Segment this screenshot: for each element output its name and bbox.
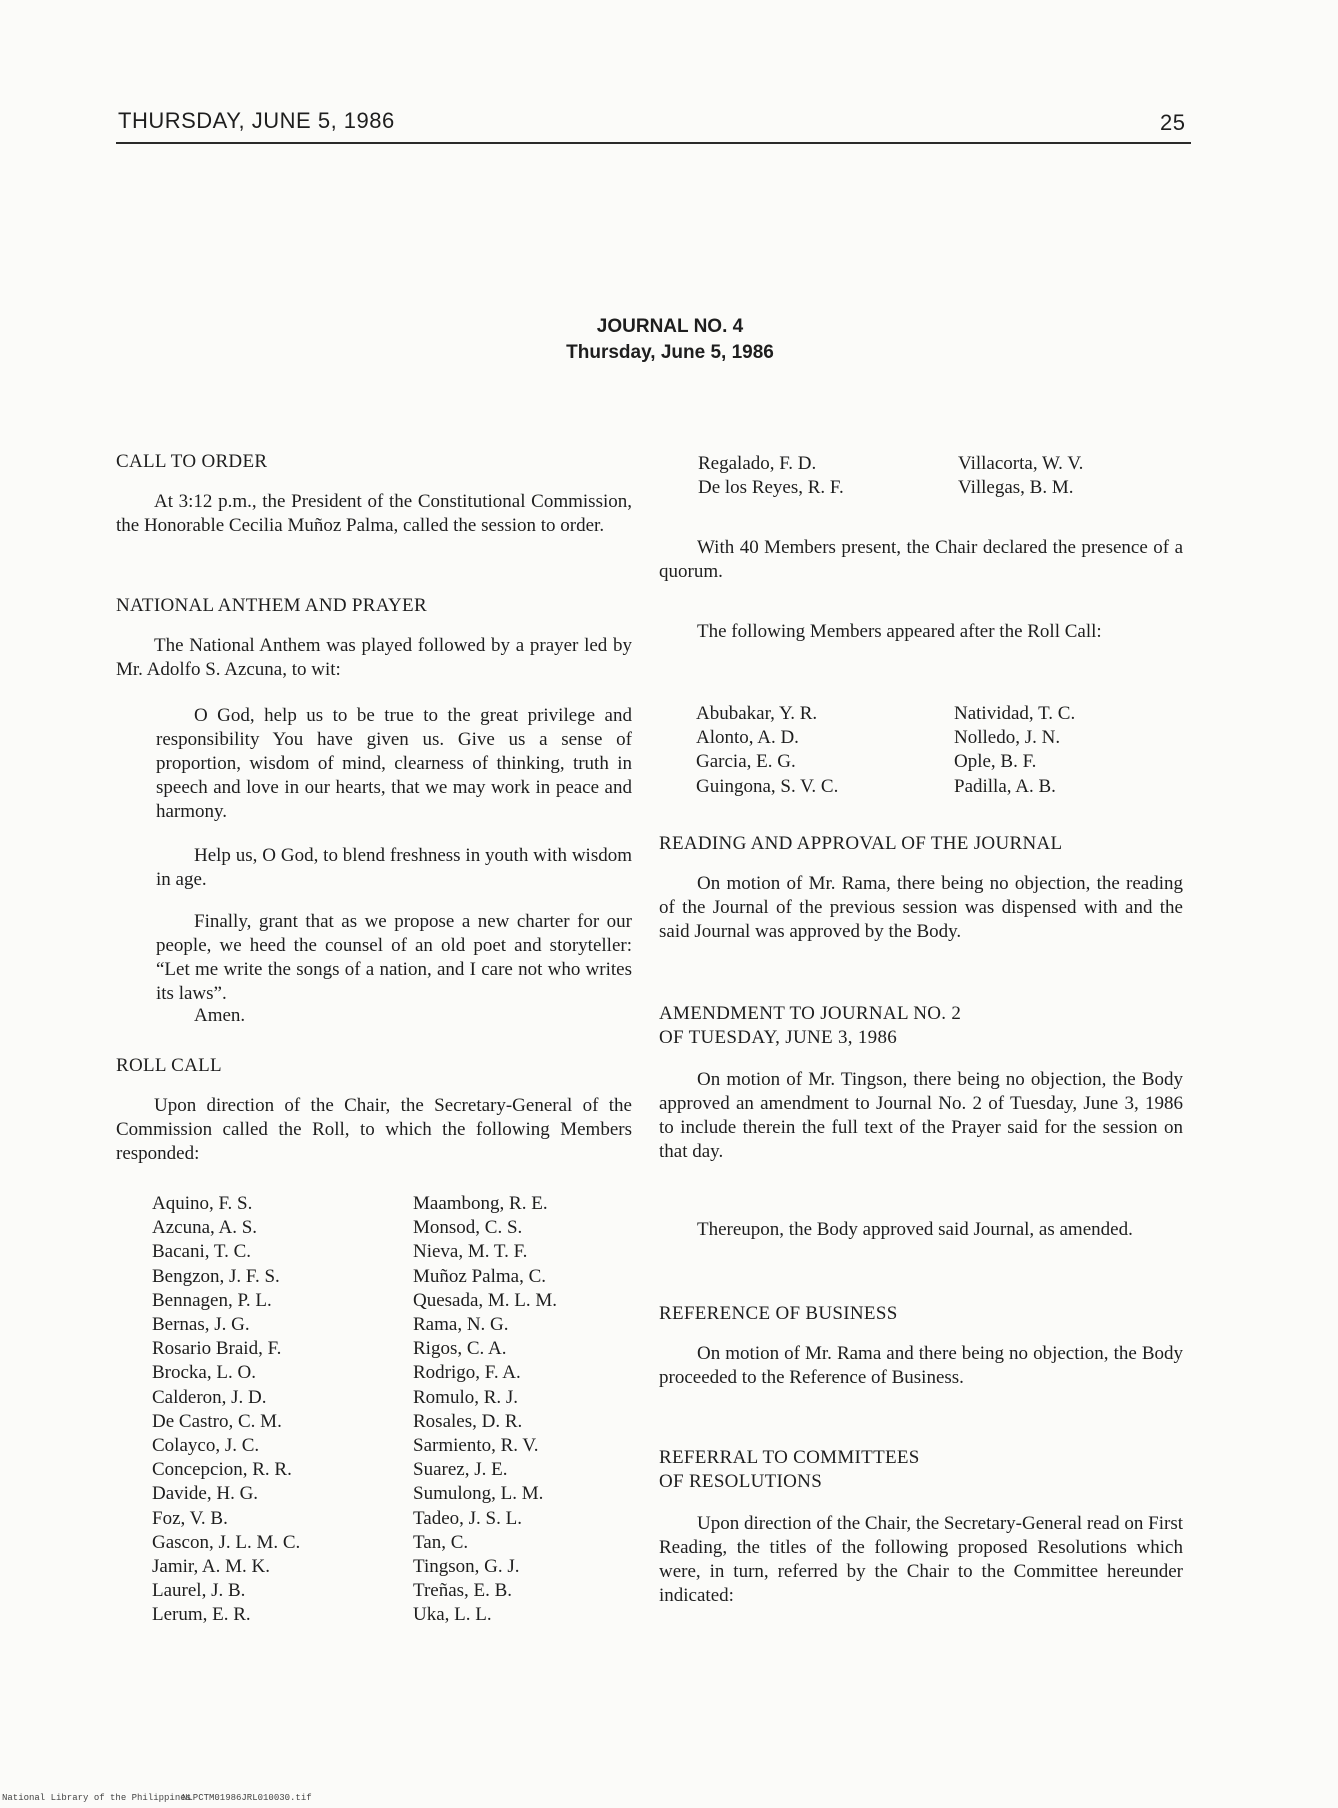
referral-text: Upon direction of the Chair, the Secretary-General read on First Reading, the titles of the following proposed Resolutions which were, in turn, referred by the Chair to the Committee hereunder indicated:	[659, 1513, 1183, 1606]
referral-heading-line-2: OF RESOLUTIONS	[659, 1471, 823, 1492]
member-name: Colayco, J. C.	[152, 1435, 260, 1457]
prayer-paragraph-2: Help us, O God, to blend freshness in youth with wisdom in age.	[156, 845, 632, 890]
member-name: Bengzon, J. F. S.	[152, 1265, 280, 1287]
member-name: Concepcion, R. R.	[152, 1459, 292, 1481]
roll-call-text: Upon direction of the Chair, the Secretary-General of the Commission called the Roll, to which the following Members responded:	[116, 1095, 632, 1164]
member-name: Garcia, E. G.	[696, 751, 796, 773]
amendment-text: On motion of Mr. Tingson, there being no objection, the Body approved an amendment to Journal No. 2 of Tuesday, June 3, 1986 to include therein the full text of the Prayer said for the session on that day.	[659, 1069, 1183, 1162]
member-name: Aquino, F. S.	[152, 1193, 253, 1214]
member-name: De los Reyes, R. F.	[698, 477, 844, 499]
member-name: Bernas, J. G.	[152, 1314, 250, 1336]
member-name: Bacani, T. C.	[152, 1241, 252, 1263]
anthem-heading: NATIONAL ANTHEM AND PRAYER	[116, 595, 427, 616]
reference-heading: REFERENCE OF BUSINESS	[659, 1303, 898, 1324]
member-name: Tingson, G. J.	[413, 1556, 520, 1578]
member-name: Romulo, R. J.	[413, 1386, 519, 1408]
scan-filename-label: NLPCTM01986JRL010030.tif	[182, 1793, 312, 1803]
thereupon-text: Thereupon, the Body approved said Journal, as amended.	[697, 1219, 1133, 1240]
member-name: Padilla, A. B.	[954, 775, 1056, 797]
reference-text: On motion of Mr. Rama and there being no objection, the Body proceeded to the Reference of Business.	[659, 1343, 1183, 1388]
member-name: Sumulong, L. M.	[413, 1483, 544, 1505]
reading-approval-heading: READING AND APPROVAL OF THE JOURNAL	[659, 833, 1063, 854]
member-name: Regalado, F. D.	[698, 453, 817, 474]
amendment-heading	[659, 1002, 961, 1050]
amendment-heading-line-2: OF TUESDAY, JUNE 3, 1986	[659, 1027, 898, 1048]
members-present-column-1	[152, 1192, 402, 1628]
member-name: Abubakar, Y. R.	[696, 703, 818, 724]
member-name: Tan, C.	[413, 1531, 469, 1553]
journal-date: Thursday, June 5, 1986	[566, 342, 774, 363]
page-number: 25	[1160, 110, 1186, 135]
member-name: Jamir, A. M. K.	[152, 1556, 270, 1578]
member-name: Rosales, D. R.	[413, 1410, 523, 1432]
prayer-paragraph-1: O God, help us to be true to the great privilege and responsibility You have given us. Give us a sense of proportion, wisdom of mind, clearness of thinking, truth in speech and love in our hearts, that we may work in peace and harmony.	[156, 705, 632, 822]
member-name: Laurel, J. B.	[152, 1580, 246, 1602]
member-name: Villacorta, W. V.	[958, 453, 1084, 474]
member-name: Rama, N. G.	[413, 1314, 509, 1336]
member-name: Ople, B. F.	[954, 751, 1037, 773]
anthem-text: The National Anthem was played followed by a prayer led by Mr. Adolfo S. Azcuna, to wit:	[116, 635, 632, 680]
call-to-order-text: At 3:12 p.m., the President of the Constitutional Commission, the Honorable Cecilia Muñoz Palma, called the session to order.	[116, 491, 632, 536]
prayer-paragraph-3: Finally, grant that as we propose a new charter for our people, we heed the counsel of an old poet and storyteller: “Let me write the songs of a nation, and I care not who writes its laws”.	[156, 911, 632, 1004]
scan-source-label: National Library of the Philippines	[2, 1793, 192, 1803]
member-name: Natividad, T. C.	[954, 703, 1076, 724]
members-continued-column-1	[698, 452, 948, 500]
member-name: Rigos, C. A.	[413, 1338, 507, 1360]
member-name: Calderon, J. D.	[152, 1386, 267, 1408]
journal-title	[420, 314, 920, 366]
prayer-amen: Amen.	[194, 1005, 246, 1026]
member-name: De Castro, C. M.	[152, 1410, 282, 1432]
reading-approval-text: On motion of Mr. Rama, there being no objection, the reading of the Journal of the previous session was dispensed with and the said Journal was approved by the Body.	[659, 873, 1183, 942]
member-name: Tadeo, J. S. L.	[413, 1507, 522, 1529]
member-name: Treñas, E. B.	[413, 1580, 513, 1602]
members-after-column-2	[954, 702, 1174, 799]
referral-heading-line-1: REFERRAL TO COMMITTEES	[659, 1447, 920, 1468]
member-name: Muñoz Palma, C.	[413, 1265, 546, 1287]
member-name: Suarez, J. E.	[413, 1459, 508, 1481]
member-name: Bennagen, P. L.	[152, 1289, 272, 1311]
member-name: Foz, V. B.	[152, 1507, 228, 1529]
member-name: Davide, H. G.	[152, 1483, 259, 1505]
member-name: Lerum, E. R.	[152, 1604, 251, 1626]
member-name: Alonto, A. D.	[696, 727, 799, 749]
call-to-order-heading: CALL TO ORDER	[116, 451, 268, 472]
members-continued-column-2	[958, 452, 1178, 500]
member-name: Uka, L. L.	[413, 1604, 492, 1626]
quorum-text: With 40 Members present, the Chair declared the presence of a quorum.	[659, 537, 1183, 582]
referral-heading	[659, 1446, 920, 1494]
member-name: Villegas, B. M.	[958, 477, 1074, 499]
member-name: Brocka, L. O.	[152, 1362, 256, 1384]
member-name: Sarmiento, R. V.	[413, 1435, 539, 1457]
members-after-column-1	[696, 702, 946, 799]
amendment-heading-line-1: AMENDMENT TO JOURNAL NO. 2	[659, 1003, 962, 1024]
member-name: Monsod, C. S.	[413, 1217, 523, 1239]
roll-call-heading: ROLL CALL	[116, 1055, 222, 1076]
member-name: Azcuna, A. S.	[152, 1217, 258, 1239]
members-present-column-2	[413, 1192, 643, 1628]
after-roll-call-text: The following Members appeared after the Roll Call:	[697, 621, 1102, 642]
member-name: Nieva, M. T. F.	[413, 1241, 528, 1263]
member-name: Gascon, J. L. M. C.	[152, 1531, 301, 1553]
header-rule	[116, 142, 1191, 144]
running-header: THURSDAY, JUNE 5, 1986	[118, 108, 395, 133]
member-name: Nolledo, J. N.	[954, 727, 1061, 749]
member-name: Maambong, R. E.	[413, 1193, 548, 1214]
member-name: Quesada, M. L. M.	[413, 1289, 558, 1311]
journal-number: JOURNAL NO. 4	[596, 316, 744, 337]
member-name: Rodrigo, F. A.	[413, 1362, 521, 1384]
member-name: Rosario Braid, F.	[152, 1338, 282, 1360]
member-name: Guingona, S. V. C.	[696, 775, 839, 797]
